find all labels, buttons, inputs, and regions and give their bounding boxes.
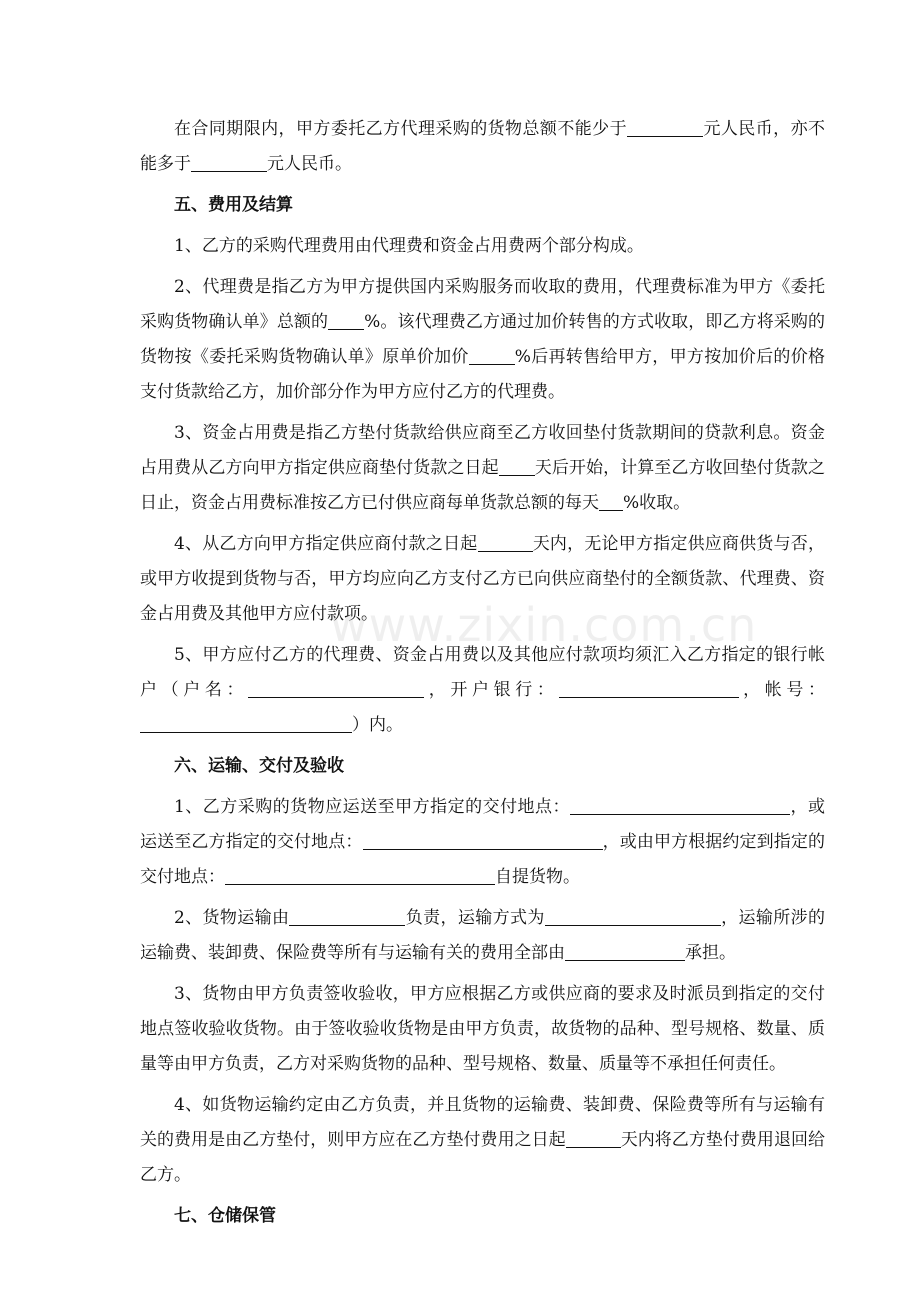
clause-6-3: 3、货物由甲方负责签收验收，甲方应根据乙方或供应商的要求及时派员到指定的交付地点签收验收货物。由于签收验收货物是由甲方负责，故货物的品种、型号规格、数量、质量等由甲方负责，乙方对采购货物的品种、型号规格、数量、质量等不承担任何责任。 (140, 984, 825, 1074)
blank-field (559, 680, 739, 698)
text-run: 1、乙方采购的货物应运送至甲方指定的交付地点： (174, 797, 571, 817)
clause-5-2 (140, 270, 825, 410)
blank-field (566, 1130, 621, 1148)
blank-field (499, 458, 535, 476)
text-run: ，开户银行： (424, 680, 559, 700)
text-run: 在合同期限内，甲方委托乙方代理采购的货物总额不能少于 (174, 119, 628, 139)
blank-field (627, 119, 703, 137)
text-run: 2、货物运输由 (174, 908, 290, 928)
clause-5-3 (140, 416, 825, 521)
blank-field (191, 154, 267, 172)
blank-field (140, 715, 352, 733)
blank-field (565, 943, 685, 961)
text-run: ）内。 (352, 715, 403, 735)
text-run: 5、甲方应付乙方的代理费、资金占用费以及其他应付款项均须汇入乙方指定的银行帐户（户名： (140, 645, 825, 700)
clause-5-4 (140, 527, 825, 632)
text-run: ，或由甲方根据约定到指定的交付地点： (140, 832, 825, 887)
text-run: %后再转售给甲方，甲方按加价后的价格支付货款给乙方，加价部分作为甲方应付乙方的代理费。 (140, 347, 826, 402)
text-run: %收取。 (623, 493, 691, 513)
blank-field (599, 493, 623, 511)
blank-field (363, 832, 603, 850)
text-run: 4、如货物运输约定由乙方负责，并且货物的运输费、装卸费、保险费等所有与运输有关的费用是由乙方垫付，则甲方应在乙方垫付费用之日起 (140, 1095, 825, 1150)
section-heading-fees: 五、费用及结算 (174, 195, 293, 215)
text-run: 天内，无论甲方指定供应商供货与否，或甲方收提到货物与否，甲方均应向乙方支付乙方已向供应商垫付的全额货款、代理费、资金占用费及其他甲方应付款项。 (140, 534, 825, 624)
clause-6-1 (140, 790, 825, 895)
text-run: ，或运送至乙方指定的交付地点： (140, 797, 825, 852)
text-run: 负责，运输方式为 (405, 908, 545, 928)
text-run: 天后开始，计算至乙方收回垫付货款之日止，资金占用费标准按乙方已付供应商每单货款总额的每天 (140, 458, 826, 513)
blank-field (478, 534, 533, 552)
text-run: 2、代理费是指乙方为甲方提供国内采购服务而收取的费用，代理费标准为甲方《委托采购货物确认单》总额的 (140, 277, 825, 332)
clause-6-4 (140, 1088, 825, 1193)
text-run: 天内将乙方垫付费用退回给乙方。 (140, 1130, 826, 1185)
blank-field (545, 908, 721, 926)
text-run: 自提货物。 (495, 867, 580, 887)
text-run: 元人民币。 (267, 154, 352, 174)
blank-field (248, 680, 424, 698)
text-run: 3、资金占用费是指乙方垫付货款给供应商至乙方收回垫付货款期间的贷款利息。资金占用费从乙方向甲方指定供应商垫付货款之日起 (140, 423, 825, 478)
watermark: www.zixin.com.cn (330, 598, 758, 652)
text-run: ，运输所涉的运输费、装卸费、保险费等所有与运输有关的费用全部由 (140, 908, 825, 963)
clause-5-1: 1、乙方的采购代理费用由代理费和资金占用费两个部分构成。 (174, 236, 644, 256)
blank-field (328, 312, 364, 330)
text-run: 元人民币，亦不能多于 (140, 119, 826, 174)
document-page (140, 112, 825, 1240)
text-run: ，帐号： (738, 680, 825, 700)
blank-field (469, 347, 515, 365)
text-run: %。该代理费乙方通过加价转售的方式收取，即乙方将采购的货物按《委托采购货物确认单》原单价加价 (140, 312, 826, 367)
clause-5-5 (140, 638, 825, 743)
section-heading-storage: 七、仓储保管 (174, 1206, 276, 1226)
blank-field (225, 867, 495, 885)
clause-6-2 (140, 901, 825, 971)
section-heading-transport: 六、运输、交付及验收 (174, 756, 344, 776)
blank-field (570, 797, 790, 815)
clause-purchase-limit (140, 112, 825, 182)
text-run: 承担。 (685, 943, 736, 963)
text-run: 4、从乙方向甲方指定供应商付款之日起 (174, 534, 478, 554)
blank-field (289, 908, 405, 926)
